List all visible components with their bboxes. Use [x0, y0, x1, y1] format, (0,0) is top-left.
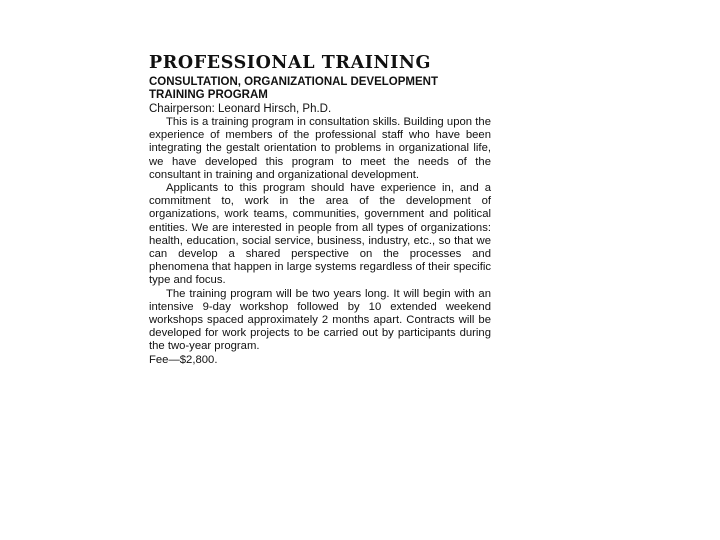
paragraph-schedule: The training program will be two years long. It will begin with an intensive 9-day workshop followed by 10 extended weekend workshops spaced approximately 2 months apart. Contracts will be developed for work projects to be carried out by participants during the two-year program.	[149, 287, 491, 353]
program-title-line-2: TRAINING PROGRAM	[149, 89, 268, 101]
fee-line: Fee—$2,800.	[149, 353, 218, 366]
chairperson-line: Chairperson: Leonard Hirsch, Ph.D.	[149, 103, 332, 115]
program-title-line-1: CONSULTATION, ORGANIZATIONAL DEVELOPMENT	[149, 76, 438, 88]
paragraph-applicants: Applicants to this program should have experience in, and a commitment to, work in the area of the development of organizations, work teams, communities, government and political entities. We are interested in people from all types of organizations: health, education, social service, business, industry, etc., so that we can develop a shared perspective on the processes and phenomena that happen in large systems regardless of their specific type and focus.	[149, 182, 491, 287]
section-heading: PROFESSIONAL TRAINING	[149, 53, 432, 73]
article-clipping	[149, 52, 491, 367]
paragraph-description: This is a training program in consultation skills. Building upon the experience of members of the professional staff who have been integrating the gestalt orientation to problems in organizational life, we have developed this program to meet the needs of the consultant in training and organizational development.	[149, 116, 491, 181]
